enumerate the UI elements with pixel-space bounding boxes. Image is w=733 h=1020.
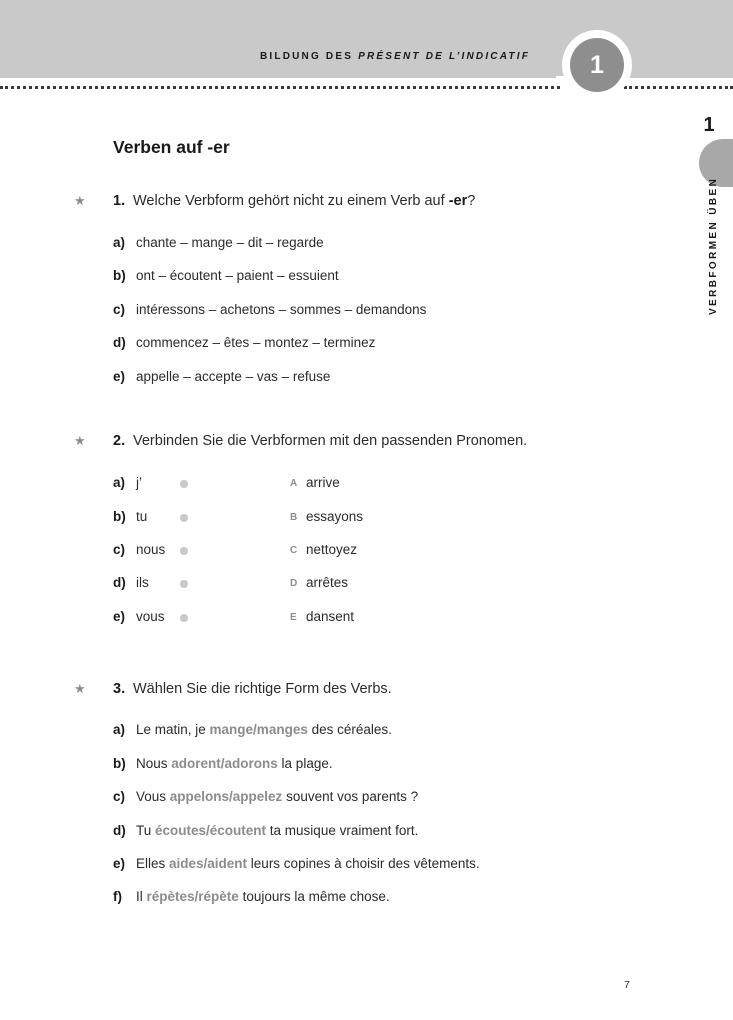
side-chapter-number: 1	[703, 114, 715, 136]
dotted-rule-right	[624, 86, 733, 89]
item-text: ont – écoutent – paient – essuient	[136, 268, 339, 283]
exercise-2-number: 2.	[113, 433, 126, 449]
item-letter: f)	[113, 889, 122, 904]
sentence-text: Il répètes/répète toujours la même chose.	[136, 889, 390, 904]
item-text: chante – mange – dit – regarde	[136, 235, 324, 250]
bullet-dot-icon	[180, 480, 188, 488]
verb-letter: B	[290, 512, 298, 523]
verb-choice: écoutes/écoutent	[155, 823, 267, 838]
pronoun-text: tu	[136, 509, 148, 524]
chapter-number-badge: 1	[570, 38, 624, 92]
item-letter: b)	[113, 268, 126, 283]
item-letter: a)	[113, 475, 126, 490]
verb-choice: mange/manges	[209, 722, 308, 737]
bullet-dot-icon	[180, 580, 188, 588]
verb-letter: E	[290, 612, 297, 623]
item-letter: d)	[113, 335, 126, 350]
exercise-1-instruction: Welche Verbform gehört nicht zu einem Verb auf -er?	[133, 193, 476, 209]
item-text: appelle – accepte – vas – refuse	[136, 369, 331, 384]
side-section-label: VERBFORMEN ÜBEN	[708, 176, 719, 315]
sentence-text: Nous adorent/adorons la plage.	[136, 756, 333, 771]
item-letter: d)	[113, 823, 126, 838]
pronoun-text: nous	[136, 542, 166, 557]
item-text: commencez – êtes – montez – terminez	[136, 335, 376, 350]
page-number: 7	[624, 979, 630, 991]
item-letter: e)	[113, 609, 126, 624]
item-letter: e)	[113, 369, 126, 384]
star-icon: ★	[74, 433, 86, 448]
sentence-text: Tu écoutes/écoutent ta musique vraiment fort.	[136, 823, 419, 838]
item-text: intéressons – achetons – sommes – demandons	[136, 302, 427, 317]
verb-choice: répètes/répète	[146, 889, 239, 904]
bullet-dot-icon	[180, 614, 188, 622]
sentence-text: Le matin, je mange/manges des céréales.	[136, 722, 392, 737]
item-letter: a)	[113, 722, 126, 737]
star-icon: ★	[74, 681, 86, 696]
item-letter: b)	[113, 509, 126, 524]
verb-text: dansent	[306, 609, 355, 624]
item-letter: e)	[113, 856, 126, 871]
pronoun-text: ils	[136, 575, 149, 590]
star-icon: ★	[74, 193, 86, 208]
exercise-2-instruction: Verbinden Sie die Verbformen mit den passenden Pronomen.	[133, 433, 528, 449]
verb-letter: D	[290, 578, 298, 589]
dotted-rule-left	[0, 86, 560, 89]
bullet-dot-icon	[180, 547, 188, 555]
exercise-1-number: 1.	[113, 193, 126, 209]
sentence-text: Elles aides/aident leurs copines à choisir des vêtements.	[136, 856, 480, 871]
verb-letter: A	[290, 478, 298, 489]
verb-text: essayons	[306, 509, 364, 524]
section-title: Verben auf -er	[113, 137, 230, 157]
item-letter: b)	[113, 756, 126, 771]
verb-choice: aides/aident	[169, 856, 248, 871]
item-letter: c)	[113, 542, 126, 557]
pronoun-text: j’	[136, 475, 142, 490]
item-letter: c)	[113, 789, 126, 804]
item-letter: c)	[113, 302, 126, 317]
verb-text: nettoyez	[306, 542, 358, 557]
header-title: BILDUNG DES PRÉSENT DE L’INDICATIF	[260, 51, 530, 62]
pronoun-text: vous	[136, 609, 165, 624]
verb-letter: C	[290, 545, 298, 556]
exercise-3-number: 3.	[113, 681, 126, 697]
sentence-text: Vous appelons/appelez souvent vos parents ?	[136, 789, 419, 804]
bullet-dot-icon	[180, 514, 188, 522]
exercise-3-instruction: Wählen Sie die richtige Form des Verbs.	[133, 681, 392, 697]
verb-text: arrive	[306, 475, 340, 490]
item-letter: a)	[113, 235, 126, 250]
verb-text: arrêtes	[306, 575, 349, 590]
verb-choice: appelons/appelez	[169, 789, 283, 804]
verb-choice: adorent/adorons	[171, 756, 278, 771]
item-letter: d)	[113, 575, 126, 590]
